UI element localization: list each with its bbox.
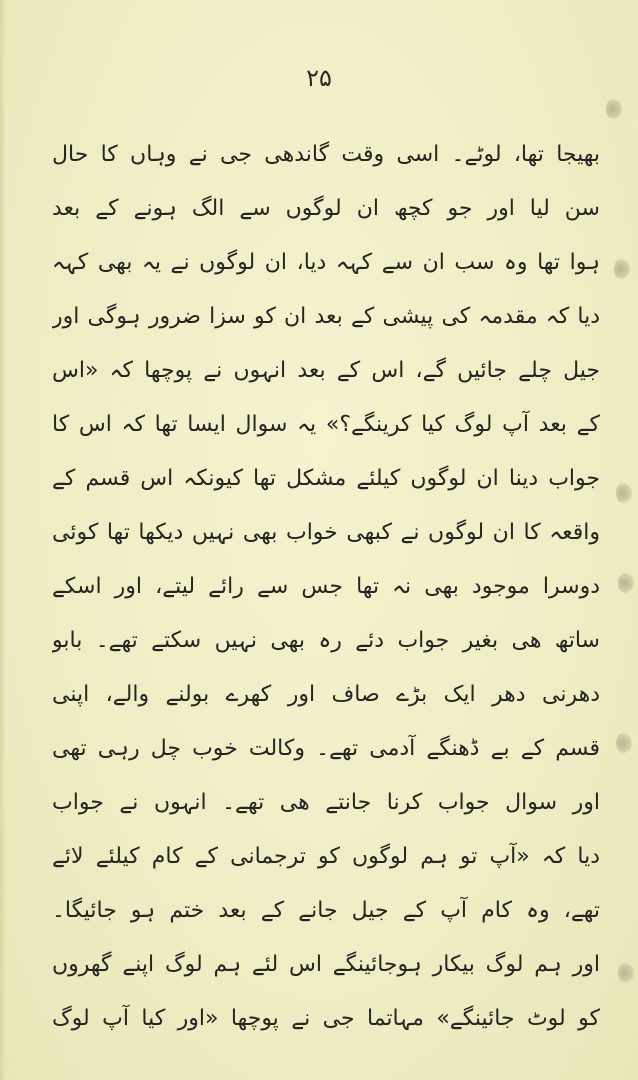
text-line: قسم کے بے ڈھنگے آدمی تھے۔ وکالت خوب چل رہی تھی (52, 736, 600, 761)
text-line: اور سوال جواب کرنا جانتے ھی تھے۔ انہوں نے جواب (52, 790, 600, 815)
text-line: دھرنی دھر ایک بڑے صاف اور کھرے بولنے والے، اپنی (52, 682, 600, 707)
body-text (52, 128, 600, 1046)
text-line: بھیجا تھا، لوٹے۔ اسی وقت گاندھی جی نے وہاں کا حال (52, 142, 600, 167)
binding-hole (616, 482, 632, 504)
text-line: تھے، وہ کام آپ کے جیل جانے کے بعد ختم ہو جائیگا۔ (52, 898, 600, 923)
text-line: کو لوٹ جائینگے» مہاتما جی نے پوچھا «اور کیا آپ لوگ (52, 1006, 600, 1031)
page-edge-shadow (0, 0, 6, 1080)
text-line: کے بعد آپ لوگ کیا کرینگے؟» یہ سوال ایسا تھا کہ اس کا (52, 412, 600, 437)
binding-hole (616, 732, 632, 754)
text-line: دوسرا موجود بھی نہ تھا جس سے رائے لیتے، اور اسکے (52, 574, 600, 599)
text-line: اور ہم لوگ بیکار ہوجائینگے اس لئے ہم لوگ اپنے گھروں (52, 952, 600, 977)
text-line: جواب دینا ان لوگوں کیلئے مشکل تھا کیونکہ اس قسم کے (52, 466, 600, 491)
text-line: ہوا تھا وہ سب ان سے کہہ دیا، ان لوگوں نے یہ بھی کہہ (52, 250, 600, 275)
text-line: دیا کہ «آپ تو ہم لوگوں کو ترجمانی کے کام کیلئے لائے (52, 844, 600, 869)
page-number: ۲۵ (306, 64, 332, 92)
binding-hole (606, 98, 622, 120)
binding-hole (614, 258, 630, 280)
text-line: ساتھ ھی بغیر جواب دئے رہ بھی نہیں سکتے تھے۔ بابو (52, 628, 600, 653)
text-line: جیل چلے جائیں گے، اس کے بعد انہوں نے پوچھا کہ «اس (52, 358, 600, 383)
text-line: دیا کہ مقدمہ کی پیشی کے بعد ان کو سزا ضرور ہوگی اور (52, 304, 600, 329)
text-line: سن لیا اور جو کچھ ان لوگوں سے الگ ہونے کے بعد (52, 196, 600, 221)
binding-hole (618, 572, 634, 594)
text-line: واقعہ کا ان لوگوں نے کبھی خواب بھی نہیں دیکھا تھا کوئی (52, 520, 600, 545)
binding-hole (618, 962, 634, 984)
